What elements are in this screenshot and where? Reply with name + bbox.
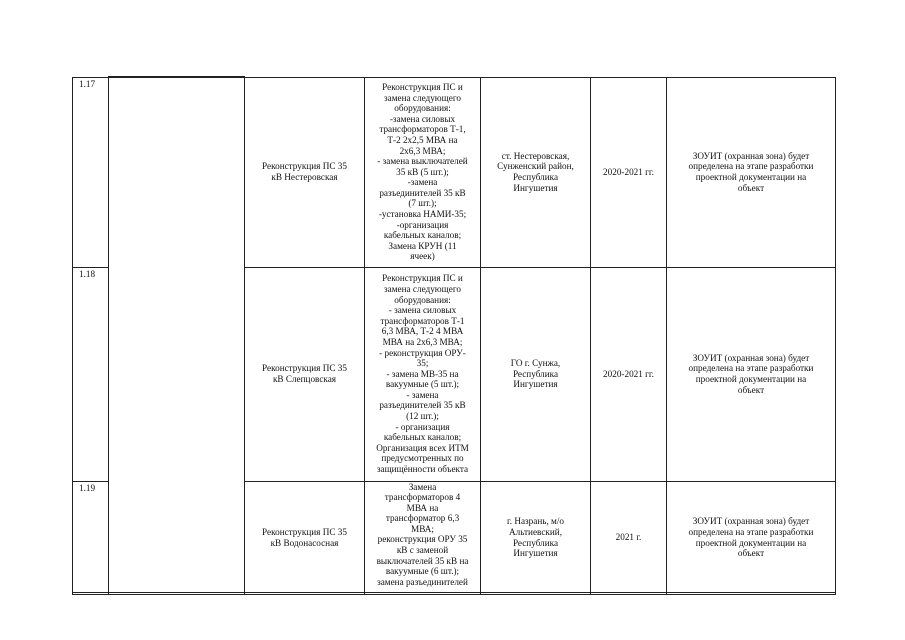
work-description-line: МВА; <box>411 523 434 534</box>
work-description-line: 2х6,3 МВА; <box>399 145 446 156</box>
work-description-line: защищённости объекта <box>376 464 469 475</box>
zone-note-line: определена на этапе разработки <box>688 363 814 374</box>
location-line: Республика <box>512 537 559 548</box>
work-description-line: Замена <box>408 481 437 492</box>
zone-note-line: объект <box>737 384 765 395</box>
work-description-line: Реконструкция ПС и <box>382 273 463 284</box>
work-description-line: (12 шт.); <box>406 411 439 422</box>
zone-note-line: объект <box>737 182 765 193</box>
zone-note-line: ЗОУИТ (охранная зона) будет <box>692 150 810 161</box>
zone-note-line: проектной документации на <box>695 172 807 182</box>
work-description-line: кабельных каналов; <box>383 230 462 241</box>
object-name-line: кВ Нестеровская <box>271 172 338 182</box>
work-description-line: кабельных каналов; <box>383 432 462 443</box>
location-line: Альтиевский, <box>508 526 563 537</box>
object-name-line: Реконструкция ПС 35 <box>262 363 347 374</box>
work-description-line: 35; <box>416 358 429 369</box>
work-description-line: разъединителей 35 кВ <box>379 187 466 198</box>
location-line: Ингушетия <box>513 182 558 193</box>
work-description-line: выключателей 35 кВ на <box>376 555 469 566</box>
location-line: Ингушетия <box>513 379 558 390</box>
location <box>481 267 591 481</box>
work-description-line: трансформаторов 4 <box>384 492 461 503</box>
work-description-line: (7 шт.); <box>408 198 437 209</box>
work-description-line: - реконструкция ОРУ- <box>379 347 466 358</box>
zone-note <box>667 267 836 481</box>
work-description <box>365 267 481 481</box>
zone-note-line: ЗОУИТ (охранная зона) будет <box>692 352 810 363</box>
work-description-line: МВА на <box>406 502 439 513</box>
zone-note-line: объект <box>737 548 765 559</box>
work-description-line: - замена выключателей <box>377 156 468 167</box>
location-line: Республика <box>512 172 559 182</box>
object-name <box>245 77 365 267</box>
work-description-line: вакуумные (5 шт.); <box>385 379 460 390</box>
object-name <box>245 481 365 594</box>
work-description-line: трансформаторов Т-1 <box>380 315 465 326</box>
location-line: ст. Нестеровская, <box>501 150 570 161</box>
work-description-line: оборудования: <box>394 103 451 114</box>
location-line: Сунженский район, <box>497 161 574 172</box>
location-line: ГО г. Сунжа, <box>510 358 561 369</box>
zone-note <box>667 481 836 594</box>
zone-note-line: определена на этапе разработки <box>688 526 814 537</box>
work-description <box>365 481 481 594</box>
row-number: 1.18 <box>73 267 109 481</box>
work-description-line: вакуумные (6 шт.); <box>385 566 460 577</box>
work-description-line: 6,3 МВА, Т-2 4 МВА <box>381 326 464 337</box>
object-name-line: кВ Водонасосная <box>270 537 339 548</box>
object-name-line: Реконструкция ПС 35 <box>262 161 347 172</box>
row-number: 1.17 <box>73 77 109 267</box>
location-line: Республика <box>512 368 559 379</box>
work-description-line: - замена силовых <box>388 305 457 316</box>
object-name-line: Реконструкция ПС 35 <box>262 526 347 537</box>
work-description-line: - замена <box>406 389 439 400</box>
work-description-line: МВА на 2х6,3 МВА; <box>382 336 463 347</box>
work-description-line: замена следующего <box>384 283 461 294</box>
work-description-line: предусмотренных по <box>381 453 464 464</box>
zone-note <box>667 77 836 267</box>
zone-note-line: ЗОУИТ (охранная зона) будет <box>692 516 810 527</box>
work-description-line: - организация <box>395 421 450 432</box>
zone-note-line: проектной документации на <box>695 374 807 384</box>
work-description-line: -организация <box>396 219 449 230</box>
location <box>481 481 591 594</box>
location <box>481 77 591 267</box>
zone-note-line: определена на этапе разработки <box>688 161 814 172</box>
work-description-line: кВ с заменой <box>396 545 449 556</box>
work-description-line: - замена МВ-35 на <box>386 368 459 379</box>
work-description-line: Реконструкция ПС и <box>382 81 463 92</box>
work-description-line: разъединителей 35 кВ <box>379 400 466 411</box>
zone-note-line: проектной документации на <box>695 537 807 548</box>
period: 2020-2021 гг. <box>591 77 667 267</box>
object-name-line: кВ Слепцовская <box>272 374 337 384</box>
work-description-line: -замена <box>407 177 438 188</box>
work-description-line: реконструкция ОРУ 35 <box>377 534 468 545</box>
table-bottom-border <box>72 592 835 593</box>
work-description-line: замена разъединителей <box>377 576 468 587</box>
work-description-line: замена следующего <box>384 92 461 103</box>
work-description-line: 35 кВ (5 шт.); <box>396 166 449 177</box>
work-description-line: Т-2 2х2,5 МВА на <box>387 134 458 145</box>
work-description-line: -установка НАМИ-35; <box>378 209 467 220</box>
object-name <box>245 267 365 481</box>
work-description-line: Организация всех ИТМ <box>376 442 469 453</box>
work-description-line: ячеек) <box>410 251 435 262</box>
empty-category-cell <box>109 77 245 594</box>
work-description-line: трансформаторов Т-1, <box>379 124 466 135</box>
work-description <box>365 77 481 267</box>
period: 2021 г. <box>591 481 667 594</box>
period: 2020-2021 гг. <box>591 267 667 481</box>
row-number: 1.19 <box>73 481 109 594</box>
location-line: г. Назрань, м/о <box>507 516 564 527</box>
table-row <box>73 77 836 267</box>
work-description-line: -замена силовых <box>389 113 456 124</box>
location-line: Ингушетия <box>513 548 558 559</box>
work-description-line: трансформатор 6,3 <box>385 513 460 524</box>
work-description-line: Замена КРУН (11 <box>388 240 457 251</box>
objects-table <box>72 76 836 595</box>
work-description-line: оборудования: <box>394 294 451 305</box>
